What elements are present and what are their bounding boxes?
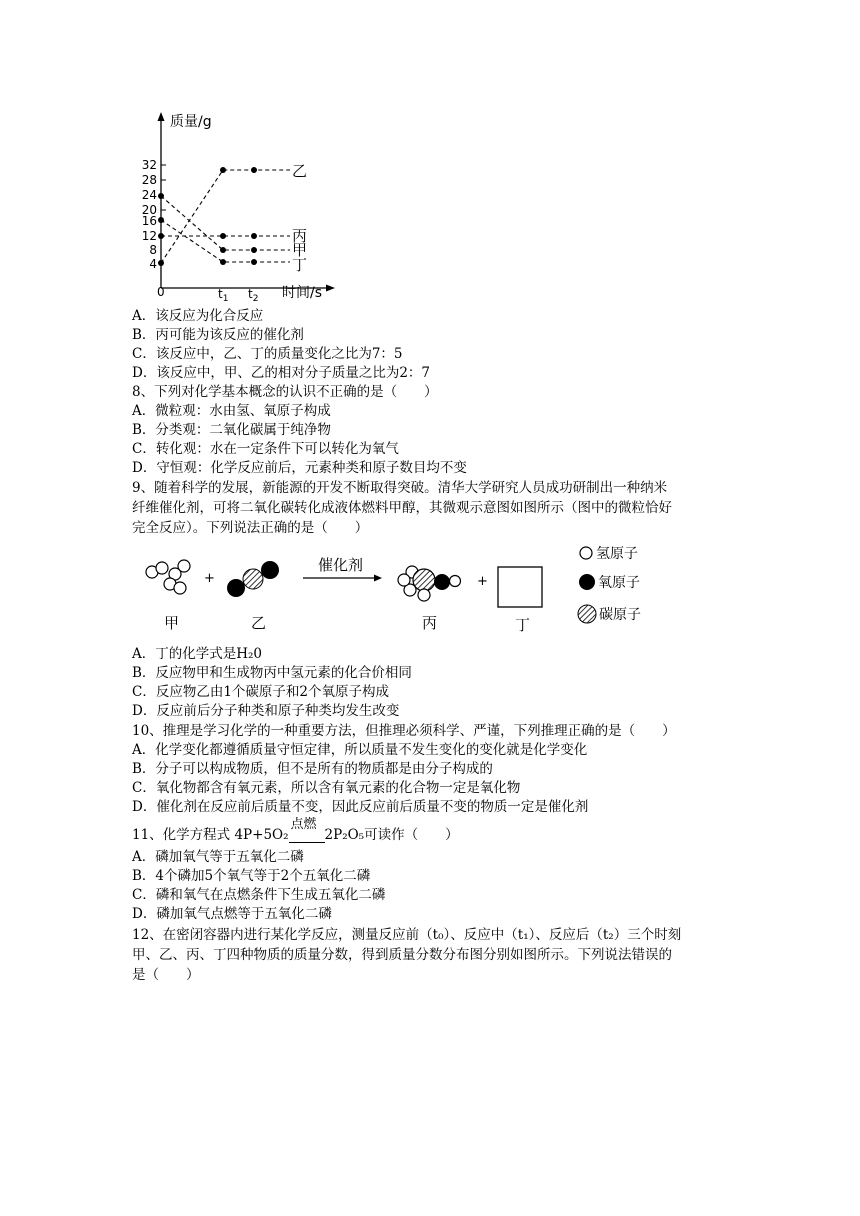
label-yi: 乙 xyxy=(251,614,267,632)
y-tick-28: 28 xyxy=(141,173,157,187)
q9-option-c: C．反应物乙由1个碳原子和2个氧原子构成 xyxy=(132,684,390,700)
series-label-ding: 丁 xyxy=(292,256,308,274)
label-bing: 丙 xyxy=(422,614,438,632)
catalyst-label: 催化剂 xyxy=(318,556,364,574)
q8-stem: 8、下列对化学基本概念的认识不正确的是（ ） xyxy=(132,384,438,400)
series-label-yi: 乙 xyxy=(292,162,308,180)
series-label-jia: 甲 xyxy=(292,241,308,259)
q11-option-c: C．磷和氧气在点燃条件下生成五氧化二磷 xyxy=(132,887,386,903)
q11-stem xyxy=(132,817,459,844)
q9-stem-2: 纤维催化剂，可将二氧化碳转化成液体燃料甲醇，其微观示意图如图所示（图中的微粒恰好 xyxy=(132,500,672,516)
q8-option-a: A．微粒观：水由氢、氧原子构成 xyxy=(132,403,331,419)
q7-option-d: D．该反应中，甲、乙的相对分子质量之比为2：7 xyxy=(132,365,431,381)
q10-stem: 10、推理是学习化学的一种重要方法，但推理必须科学、严谨，下列推理正确的是（ ） xyxy=(132,723,676,739)
q9-option-a: A．丁的化学式是H₂0 xyxy=(132,646,263,662)
plus-1: + xyxy=(204,571,215,586)
mass-time-graph xyxy=(130,108,350,308)
q11-option-d: D．磷加氧气点燃等于五氧化二磷 xyxy=(132,906,332,922)
y-tick-16: 16 xyxy=(141,214,157,228)
plus-2: + xyxy=(477,574,488,589)
legend-oxygen: 氧原子 xyxy=(598,575,640,591)
origin-label: 0 xyxy=(157,285,165,299)
q9-stem-3: 完全反应）。下列说法正确的是（ ） xyxy=(132,520,369,536)
q12-stem-2: 甲、乙、丙、丁四种物质的质量分数，得到质量分数分布图分别如图所示。下列说法错误的 xyxy=(132,947,672,963)
q8-option-c: C．转化观：水在一定条件下可以转化为氧气 xyxy=(132,441,399,457)
q10-option-c: C．氧化物都含有氧元素，所以含有氧元素的化合物一定是氧化物 xyxy=(132,780,521,796)
q11-stem-suffix: 2P₂O₅可读作（ ） xyxy=(324,827,459,843)
q8-option-d: D．守恒观：化学反应前后，元素种类和原子数目均不变 xyxy=(132,460,467,476)
t1-label: $t_1$ xyxy=(218,287,229,304)
ding-empty-box xyxy=(498,567,542,607)
q11-stem-prefix: 11、化学方程式 4P+5O₂ xyxy=(132,827,289,843)
y-tick-4: 4 xyxy=(149,257,157,271)
y-axis-label: 质量/g xyxy=(170,114,212,130)
series-ding-line xyxy=(161,220,290,262)
q11-option-a: A．磷加氧气等于五氧化二磷 xyxy=(132,849,304,865)
y-tick-20: 20 xyxy=(141,203,157,217)
q10-option-d: D．催化剂在反应前后质量不变，因此反应前后质量不变的物质一定是催化剂 xyxy=(132,799,589,815)
label-ding: 丁 xyxy=(515,616,531,634)
y-tick-24: 24 xyxy=(141,188,157,202)
q9-option-d: D．反应前后分子种类和原子种类均发生改变 xyxy=(132,703,400,719)
q10-option-b: B．分子可以构成物质，但不是所有的物质都是由分子构成的 xyxy=(132,761,493,777)
q11-condition: 点燃 xyxy=(290,817,317,832)
t2-label: $t_2$ xyxy=(248,287,259,304)
reaction-diagram xyxy=(132,540,672,640)
q7-option-b: B．丙可能为该反应的催化剂 xyxy=(132,327,304,343)
legend-hydrogen: 氢原子 xyxy=(596,546,638,562)
q10-option-a: A．化学变化都遵循质量守恒定律，所以质量不发生变化的变化就是化学变化 xyxy=(132,742,588,758)
y-tick-32: 32 xyxy=(141,158,157,172)
q9-stem-1: 9、随着科学的发展，新能源的开发不断取得突破。清华大学研究人员成功研制出一种纳米 xyxy=(132,480,668,496)
q7-option-a: A．该反应为化合反应 xyxy=(132,308,264,324)
y-tick-12: 12 xyxy=(141,229,157,243)
q9-option-b: B．反应物甲和生成物丙中氢元素的化合价相同 xyxy=(132,665,412,681)
series-label-bing: 丙 xyxy=(292,227,308,245)
legend-carbon: 碳原子 xyxy=(599,607,641,623)
q12-stem-3: 是（ ） xyxy=(132,967,200,983)
q8-option-b: B．分类观：二氧化碳属于纯净物 xyxy=(132,422,331,438)
series-jia-line xyxy=(161,196,290,250)
q11-condition-arrow xyxy=(289,817,325,843)
y-tick-8: 8 xyxy=(149,243,157,257)
q11-option-b: B．4个磷加5个氧气等于2个五氧化二磷 xyxy=(132,868,371,884)
x-axis-label: 时间/s xyxy=(282,285,323,301)
label-jia: 甲 xyxy=(164,614,180,632)
q7-option-c: C．该反应中，乙、丁的质量变化之比为7：5 xyxy=(132,346,403,362)
q12-stem-1: 12、在密闭容器内进行某化学反应，测量反应前（t₀）、反应中（t₁）、反应后（t₂）三个时刻 xyxy=(132,927,682,943)
